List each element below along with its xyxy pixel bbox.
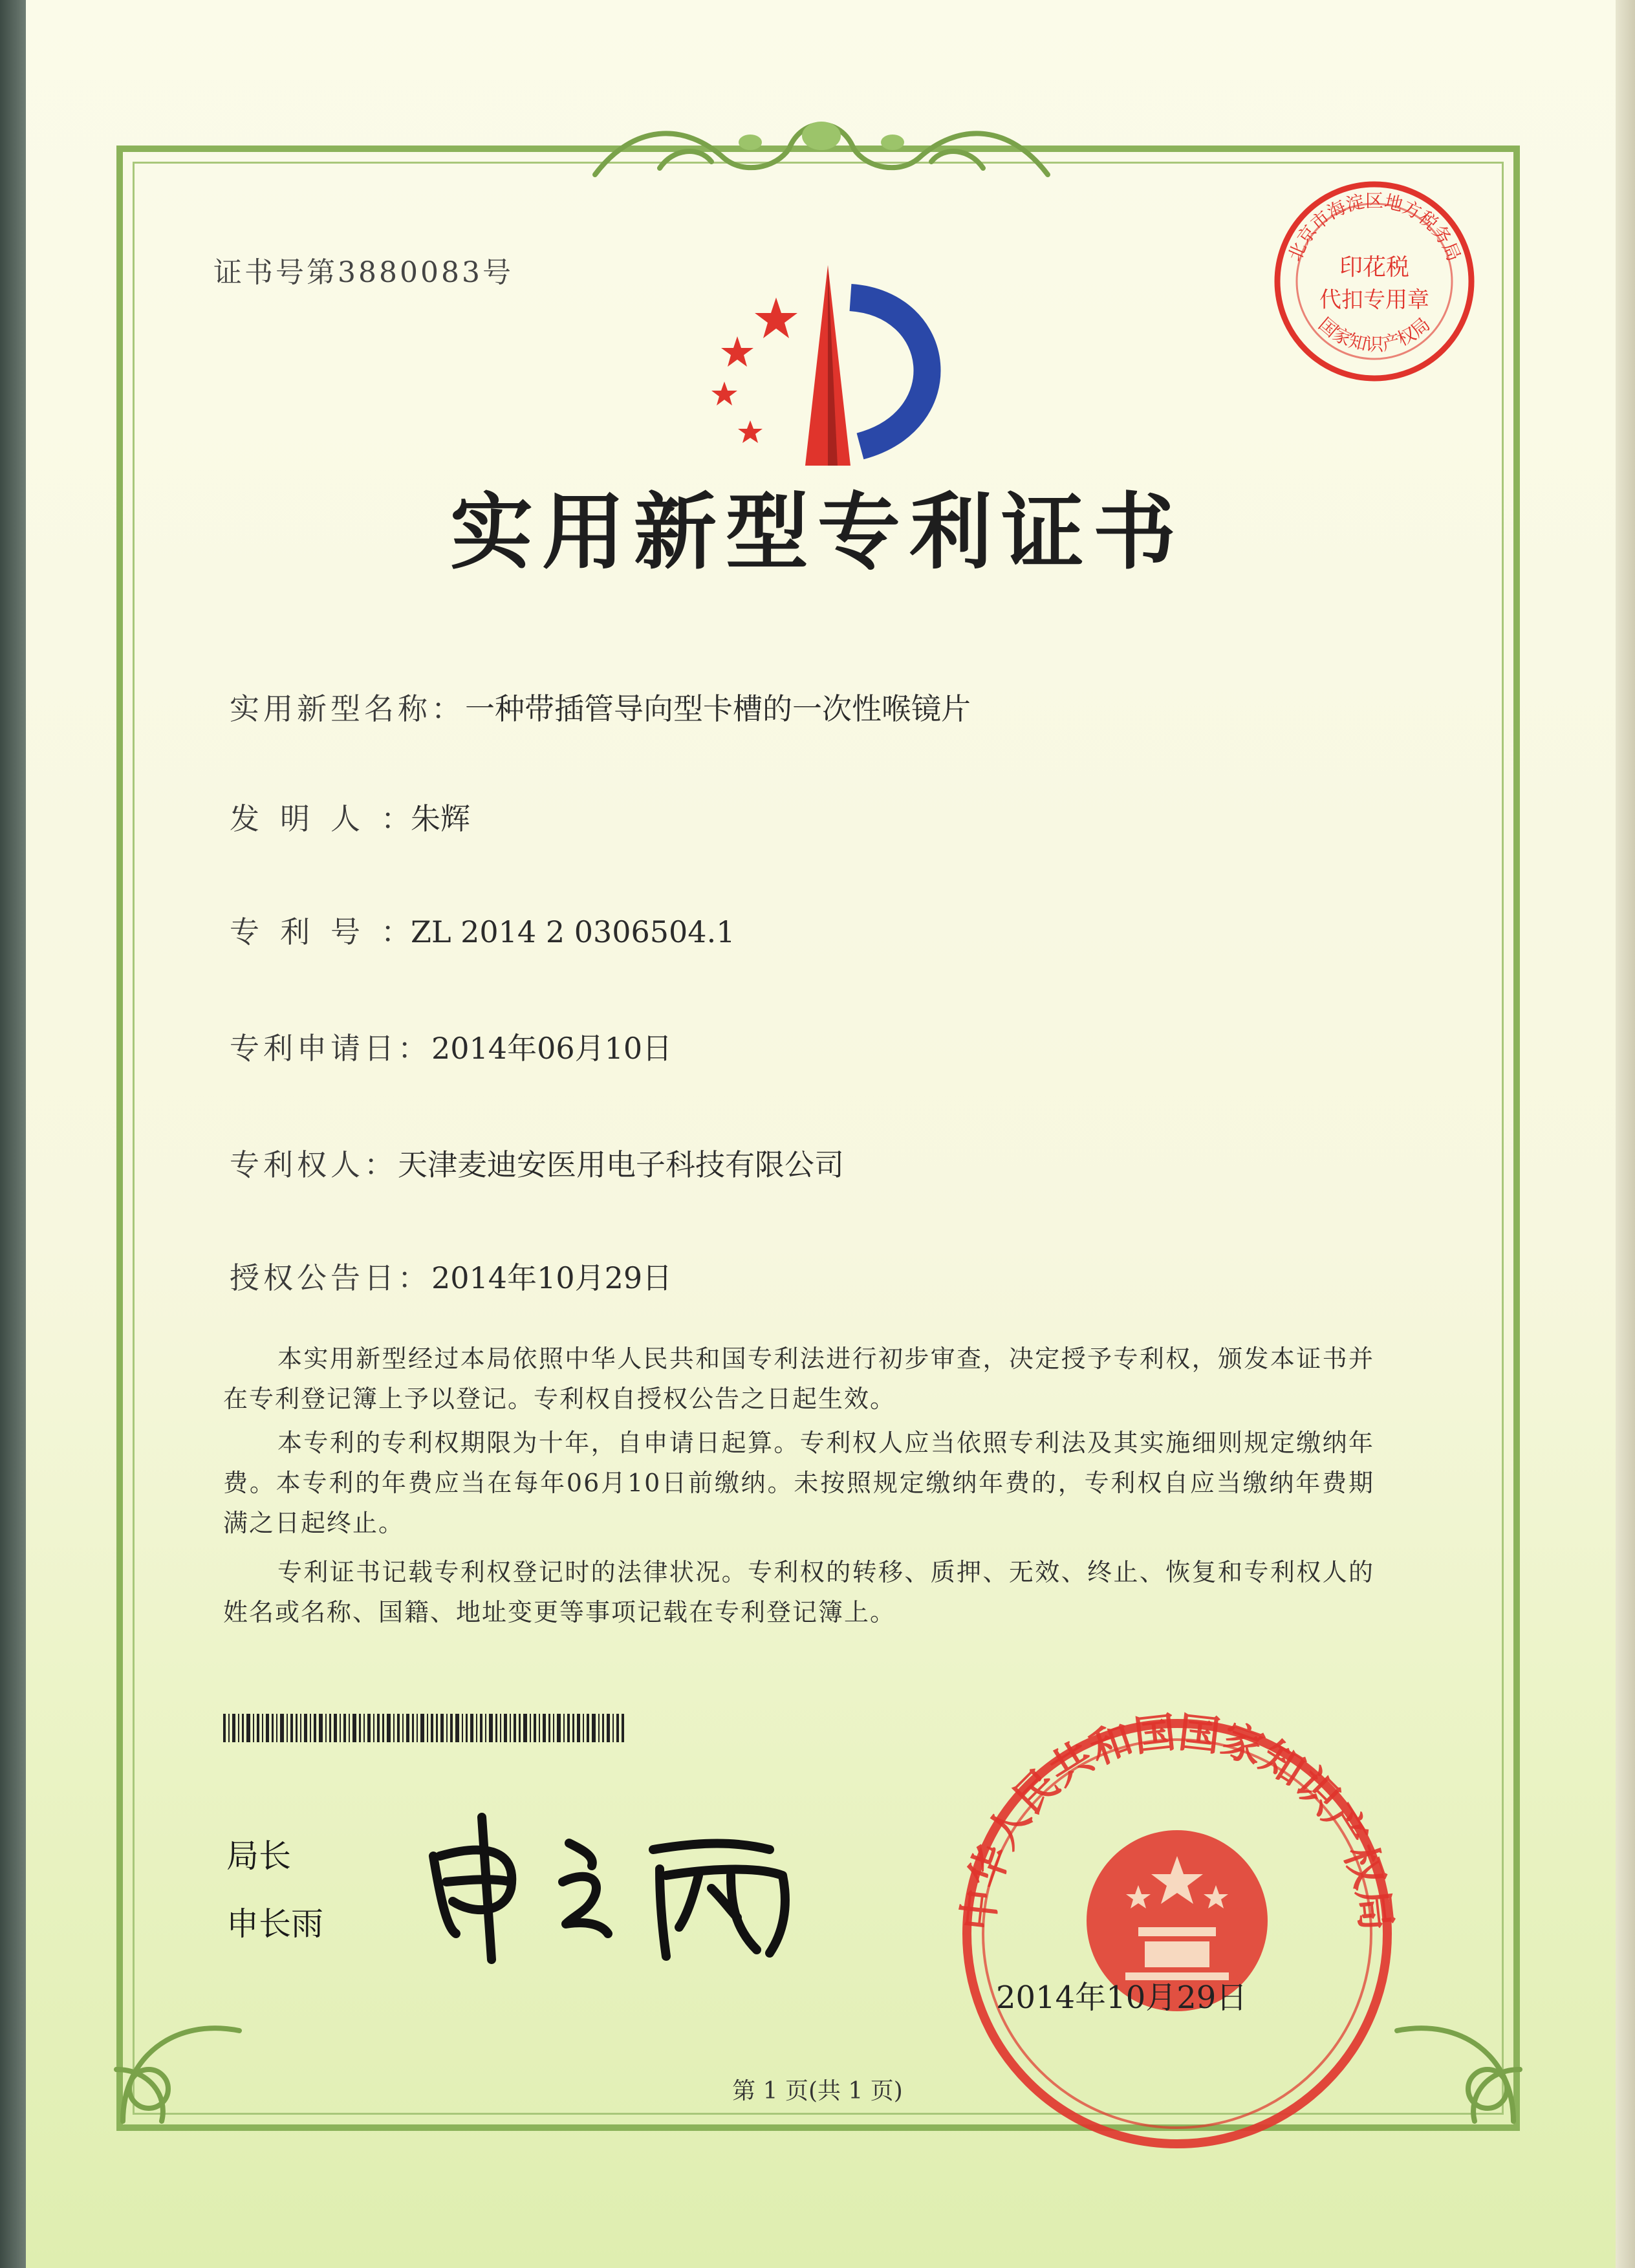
grant-date-label: 授权公告日：: [230, 1260, 431, 1295]
certificate-number: 证书号第3880083号: [213, 256, 514, 289]
filing-date-value: 2014年06月10日: [431, 1031, 673, 1066]
body-paragraph: 专利证书记载专利权登记时的法律状况。专利权的转移、质押、无效、终止、恢复和专利权人的姓名或名称、国籍、地址变更等事项记载在专利登记簿上。: [223, 1558, 1374, 1626]
filing-date-row: [230, 1025, 672, 1068]
grant-date-row: [230, 1255, 672, 1297]
utility-model-name-row: [230, 686, 971, 728]
director-title: 局长: [226, 1837, 291, 1875]
svg-text:印花税: 印花税: [1339, 254, 1410, 281]
patentee-label: 专利权人：: [230, 1147, 398, 1182]
patent-number-label: 专利号：: [230, 914, 411, 949]
top-ornament-icon: [582, 97, 1061, 194]
patentee-value: 天津麦迪安医用电子科技有限公司: [398, 1147, 844, 1182]
utility-model-name-label: 实用新型名称：: [230, 691, 465, 726]
svg-text:中华人民共和国国家知识产权局: 中华人民共和国国家知识产权局: [954, 1709, 1400, 1934]
inventor-label: 发明人：: [230, 801, 411, 836]
grant-date-value: 2014年10月29日: [431, 1260, 673, 1295]
director-name: 申长雨: [226, 1905, 323, 1943]
certificate-title: 实用新型专利证书: [449, 484, 1185, 581]
patent-number-row: [230, 909, 735, 951]
inventor-value: 朱辉: [411, 801, 470, 836]
seal-date: 2014年10月29日: [996, 1980, 1248, 2016]
page-number: 第 1 页(共 1 页): [732, 2078, 903, 2104]
svg-text:北京市海淀区地方税务局: 北京市海淀区地方税务局: [1284, 190, 1465, 265]
patentee-row: [230, 1141, 844, 1184]
barcode-icon: [223, 1714, 624, 1742]
svg-text:国家知识产权局: 国家知识产权局: [1314, 313, 1435, 355]
patent-number-value: ZL 2014 2 0306504.1: [411, 914, 735, 949]
binder-spine: [0, 0, 26, 2268]
body-paragraph: 本实用新型经过本局依照中华人民共和国专利法进行初步审查，决定授予专利权，颁发本证书并在专利登记簿上予以登记。专利权自授权公告之日起生效。: [223, 1345, 1374, 1413]
inventor-row: [230, 795, 470, 838]
utility-model-name-value: 一种带插管导向型卡槽的一次性喉镜片: [465, 691, 971, 726]
patent-office-emblem-icon: [698, 259, 970, 472]
page-edge: [1616, 0, 1635, 2268]
body-paragraph: 本专利的专利权期限为十年，自申请日起算。专利权人应当依照专利法及其实施细则规定缴纳年费。本专利的年费应当在每年06月10日前缴纳。未按照规定缴纳年费的，专利权自应当缴纳年费期满之日起终止。: [223, 1429, 1374, 1537]
tax-stamp-seal-icon: [1268, 175, 1481, 388]
director-signature-icon: [420, 1804, 834, 1972]
svg-text:代扣专用章: 代扣专用章: [1319, 287, 1429, 313]
filing-date-label: 专利申请日：: [230, 1031, 431, 1066]
